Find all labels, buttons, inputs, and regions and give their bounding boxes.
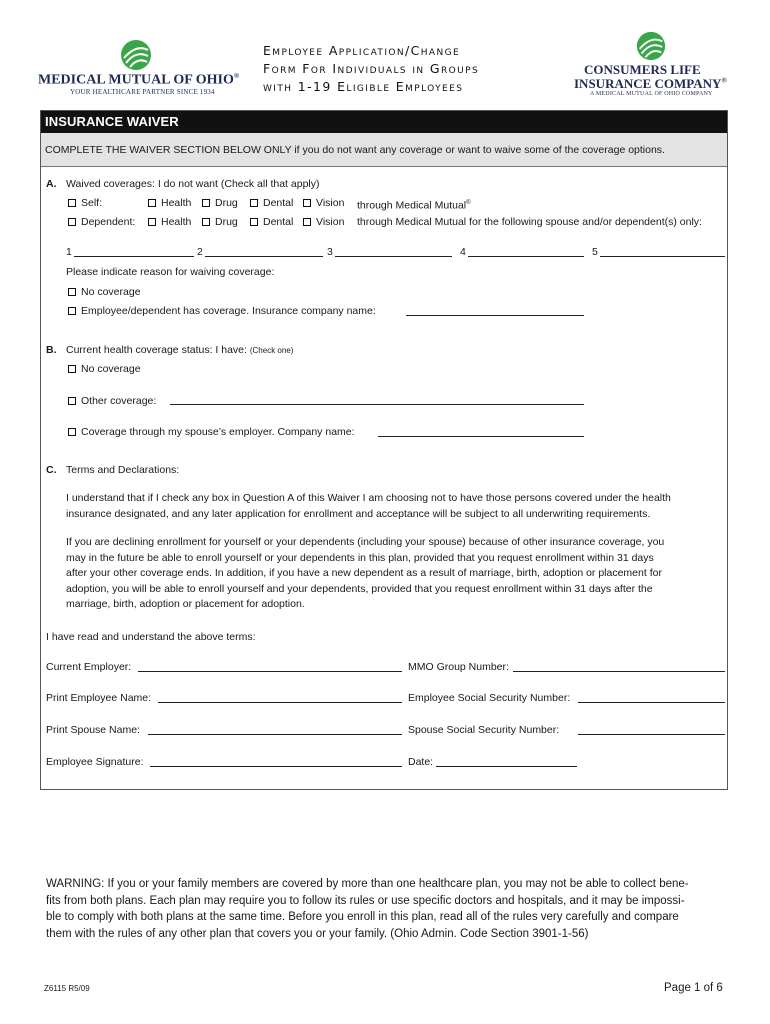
- date-field[interactable]: [436, 766, 577, 767]
- checkbox-box[interactable]: [148, 218, 156, 226]
- paragraph-line: If you are declining enrollment for yourself or your dependents (including your spouse) because of other insurance coverage, you: [66, 536, 665, 548]
- terms-paragraph-1: [66, 491, 671, 522]
- spouse-ssn-field[interactable]: [578, 734, 725, 735]
- checkbox-box[interactable]: [68, 428, 76, 436]
- paragraph-line: adoption, you will be able to enroll yourself and your dependents, provided that you request enrollment within 31 days after the: [66, 582, 653, 595]
- paragraph-line: insurance designated, and any later application for enrollment and acceptance will be subject to all underwriting requirements.: [66, 507, 651, 520]
- employee-ssn-field[interactable]: [578, 702, 725, 703]
- checkbox-box[interactable]: [68, 307, 76, 315]
- checkbox-box[interactable]: [303, 218, 311, 226]
- checkbox-box[interactable]: [68, 199, 76, 207]
- dependent-checkbox[interactable]: [68, 216, 135, 229]
- waiver-intro-text: if you do not want any coverage or want to waive some of the coverage options.: [294, 144, 665, 156]
- dependent-field-1[interactable]: [74, 256, 194, 257]
- form-title: [263, 42, 563, 96]
- checkbox-box[interactable]: [202, 218, 210, 226]
- checkbox-box[interactable]: [250, 218, 258, 226]
- paragraph-line: I understand that if I check any box in Question A of this Waiver I am choosing not to have those persons covered under the health: [66, 492, 671, 504]
- dependent-label: Dependent:: [81, 216, 136, 228]
- status-other-coverage-checkbox[interactable]: [68, 395, 156, 408]
- self-health-checkbox[interactable]: [148, 197, 191, 210]
- option-label: Coverage through my spouse’s employer. Company name:: [81, 426, 355, 438]
- self-checkbox[interactable]: [68, 197, 102, 210]
- checkbox-box[interactable]: [68, 397, 76, 405]
- section-a-title: Waived coverages: I do not want (Check all that apply): [66, 178, 320, 190]
- section-b-letter: B.: [46, 344, 57, 356]
- dependent-field-2[interactable]: [205, 256, 323, 257]
- spouse-ssn-label: Spouse Social Security Number:: [408, 724, 560, 736]
- section-c-letter: C.: [46, 464, 57, 476]
- option-label: No coverage: [81, 363, 141, 375]
- dependent-field-4[interactable]: [468, 256, 584, 257]
- option-label: Dental: [263, 216, 294, 228]
- medical-mutual-logo: [38, 38, 248, 98]
- brand-name: MEDICAL MUTUAL OF OHIO®: [38, 72, 240, 88]
- section-b-title: [66, 344, 293, 357]
- dependent-drug-checkbox[interactable]: [202, 216, 238, 229]
- insurance-company-name-field[interactable]: [406, 315, 584, 316]
- dependent-number-4: 4: [460, 246, 466, 258]
- brand-tagline: A MEDICAL MUTUAL OF OHIO COMPANY: [590, 91, 713, 97]
- option-label: Dental: [263, 197, 294, 209]
- self-vision-checkbox[interactable]: [303, 197, 344, 210]
- reason-no-coverage-checkbox[interactable]: [68, 286, 141, 299]
- self-dental-checkbox[interactable]: [250, 197, 293, 210]
- section-a-letter: A.: [46, 178, 57, 190]
- paragraph-line: marriage, birth, adoption or placement for adoption.: [66, 598, 305, 610]
- status-spouse-coverage-checkbox[interactable]: [68, 426, 355, 439]
- current-employer-label: Current Employer:: [46, 661, 132, 673]
- form-title-line: Employee Application/Change: [263, 43, 461, 58]
- other-coverage-field[interactable]: [170, 404, 584, 405]
- page-number: Page 1 of 6: [664, 982, 723, 994]
- dependent-number-5: 5: [592, 246, 598, 258]
- brand-name-line2: INSURANCE COMPANY®: [574, 76, 727, 91]
- section-heading: INSURANCE WAIVER: [41, 111, 727, 133]
- option-label: Vision: [316, 197, 345, 209]
- mmo-group-number-label: MMO Group Number:: [408, 661, 509, 673]
- self-suffix: [357, 197, 471, 213]
- section-b-title-text: Current health coverage status: I have:: [66, 344, 247, 356]
- option-label: Employee/dependent has coverage. Insurance company name:: [81, 305, 376, 317]
- self-drug-checkbox[interactable]: [202, 197, 238, 210]
- self-label: Self:: [81, 197, 103, 209]
- mmo-group-number-field[interactable]: [513, 671, 725, 672]
- option-label: Drug: [215, 216, 238, 228]
- spouse-company-name-field[interactable]: [378, 436, 584, 437]
- option-label: Drug: [215, 197, 238, 209]
- checkbox-box[interactable]: [68, 218, 76, 226]
- checkbox-box[interactable]: [250, 199, 258, 207]
- option-label: Health: [161, 197, 192, 209]
- option-label: Health: [161, 216, 192, 228]
- dependent-health-checkbox[interactable]: [148, 216, 191, 229]
- employee-signature-field[interactable]: [150, 766, 402, 767]
- checkbox-box[interactable]: [148, 199, 156, 207]
- form-title-line: with 1-19 Eligible Employees: [263, 79, 464, 94]
- consumers-life-logo: [572, 30, 742, 100]
- warning-line: WARNING: If you or your family members are covered by more than one healthcare plan, you may not be able to collect bene-: [46, 878, 689, 890]
- acknowledgement-text: I have read and understand the above terms:: [46, 631, 256, 643]
- paragraph-line: may in the future be able to enroll yourself or your dependents in this plan, provided that you request enrollment within 31 days: [66, 551, 654, 564]
- form-title-line: Form For Individuals in Groups: [263, 61, 480, 76]
- status-no-coverage-checkbox[interactable]: [68, 363, 141, 376]
- paragraph-line: after your other coverage ends. In addition, if you have a new dependent as a result of marriage, birth, adoption or placement for: [66, 567, 662, 579]
- warning-line: fits from both plans. Each plan may require you to follow its rules or use specific doctors and hospitals, and it may be impossi-: [46, 894, 685, 907]
- checkbox-box[interactable]: [303, 199, 311, 207]
- reason-has-coverage-checkbox[interactable]: [68, 305, 376, 318]
- date-label: Date:: [408, 756, 434, 768]
- current-employer-field[interactable]: [138, 671, 402, 672]
- dependent-vision-checkbox[interactable]: [303, 216, 344, 229]
- warning-notice: [46, 876, 726, 942]
- spouse-name-label: Print Spouse Name:: [46, 724, 140, 736]
- reason-prompt: Please indicate reason for waiving coverage:: [66, 266, 275, 278]
- terms-paragraph-2: [66, 535, 664, 613]
- employee-ssn-label: Employee Social Security Number:: [408, 692, 571, 704]
- dependent-number-2: 2: [197, 246, 203, 258]
- waiver-intro: [41, 133, 727, 167]
- warning-line: them with the rules of any other plan that covers you or your family. (Ohio Admin. Code Section 3901-1-56): [46, 927, 589, 940]
- dependent-suffix: through Medical Mutual for the following spouse and/or dependent(s) only:: [357, 216, 702, 228]
- section-b-note: (Check one): [249, 346, 294, 355]
- employee-name-label: Print Employee Name:: [46, 692, 152, 704]
- waiver-intro-emphasis: COMPLETE THE WAIVER SECTION BELOW ONLY: [45, 144, 292, 156]
- green-leaf-icon: [118, 38, 154, 72]
- employee-signature-label: Employee Signature:: [46, 756, 144, 768]
- brand-tagline: YOUR HEALTHCARE PARTNER SINCE 1934: [70, 88, 215, 96]
- section-c-title: Terms and Declarations:: [66, 464, 180, 476]
- registered-mark: ®: [466, 200, 471, 206]
- brand-name-line1: CONSUMERS LIFE: [584, 62, 701, 77]
- employee-name-field[interactable]: [158, 702, 402, 703]
- spouse-name-field[interactable]: [148, 734, 402, 735]
- checkbox-box[interactable]: [68, 288, 76, 296]
- checkbox-box[interactable]: [202, 199, 210, 207]
- dependent-field-5[interactable]: [600, 256, 725, 257]
- option-label: Other coverage:: [81, 395, 157, 407]
- dependent-number-3: 3: [327, 246, 333, 258]
- dependent-field-3[interactable]: [335, 256, 452, 257]
- dependent-number-1: 1: [66, 246, 72, 258]
- checkbox-box[interactable]: [68, 365, 76, 373]
- self-suffix-text: through Medical Mutual: [357, 199, 467, 212]
- green-leaf-icon: [634, 30, 668, 62]
- dependent-dental-checkbox[interactable]: [250, 216, 293, 229]
- option-label: No coverage: [81, 286, 141, 298]
- option-label: Vision: [316, 216, 345, 228]
- warning-line: ble to comply with both plans at the same time. Before you enroll in this plan, read all of the rules very carefully and compare: [46, 911, 679, 923]
- form-code: Z6115 R5/09: [44, 984, 90, 993]
